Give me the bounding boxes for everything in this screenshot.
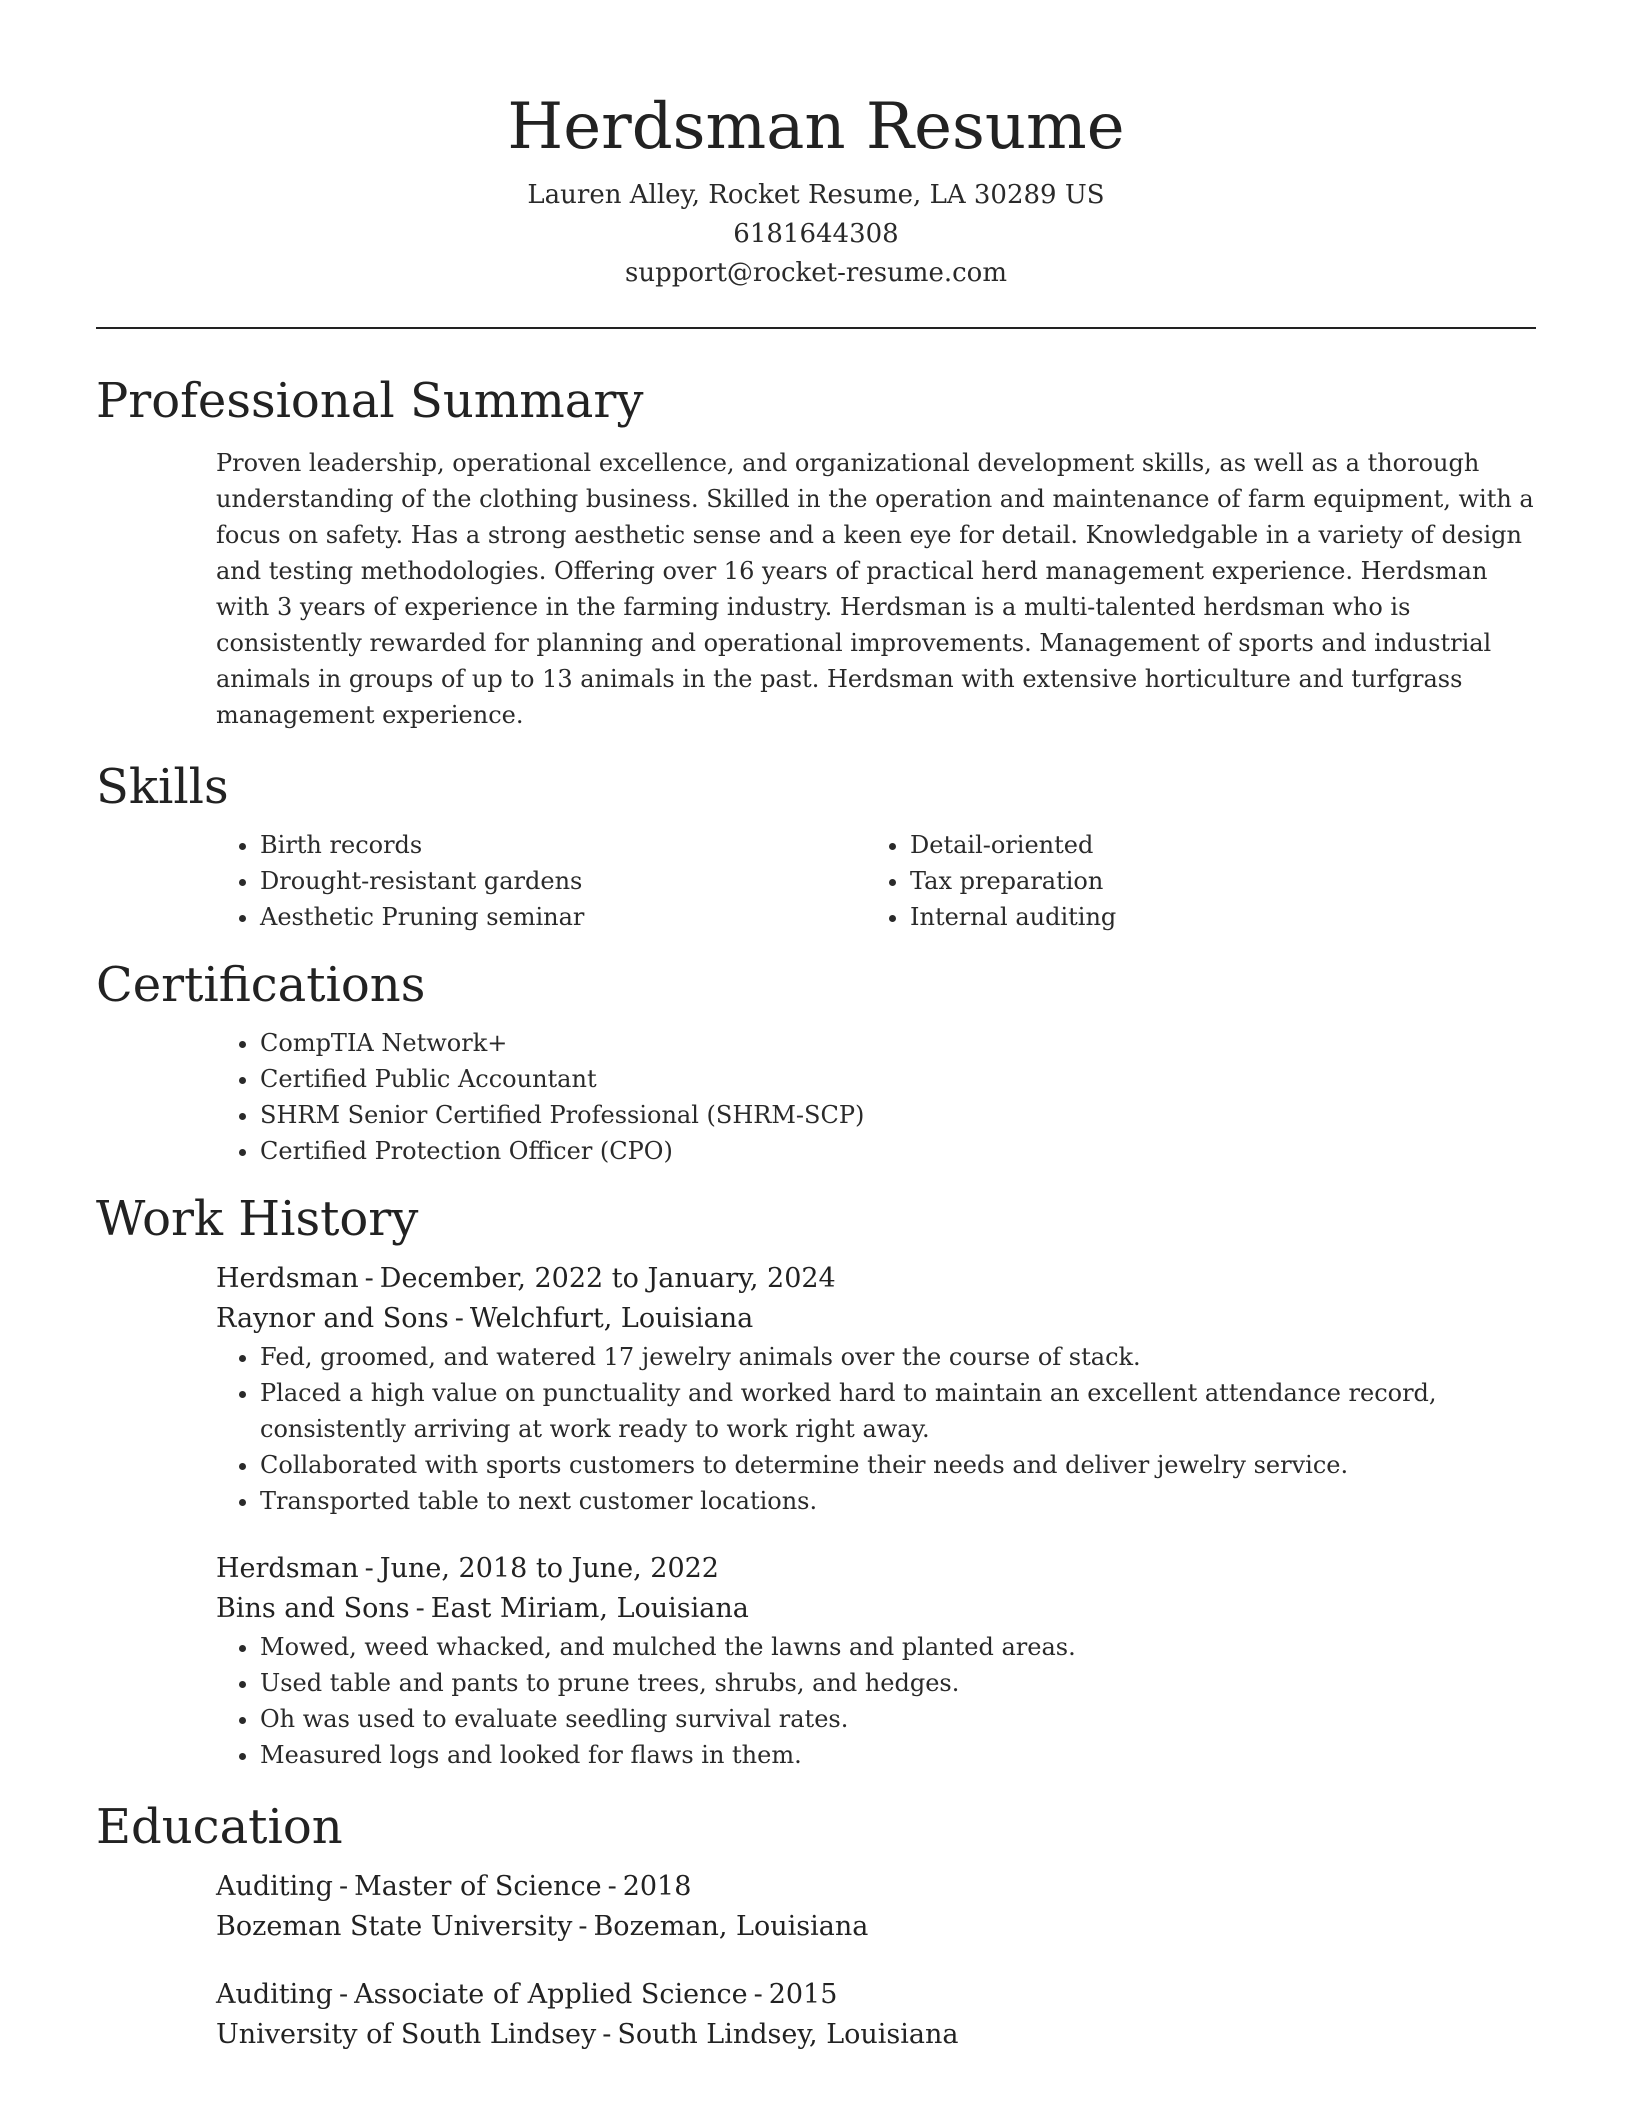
education-year: 2018 [622,1871,692,1902]
summary-text: Proven leadership, operational excellence, and organizational development skills, as well as a thorough understanding of the clothing business. Skilled in the operation and maintenance of farm equipment, with a focus on safety. Has a strong aesthetic sense and a keen eye for detail. Knowledgable in a variety of design and testing methodologies. Offering over 16 years of practical herd management experience. Herdsman with 3 years of experience in the farming industry. Herdsman is a multi-talented herdsman who is consistently rewarded for planning and operational improvements. Management of sports and industrial animals in groups of up to 13 animals in the past. Herdsman with extensive horticulture and turfgrass management experience. [216,449,1534,729]
education-field: Auditing [216,1871,333,1902]
separator: - [364,1553,374,1584]
education-school: University of South Lindsey [216,2019,597,2050]
certifications-heading: Certifications [96,957,426,1013]
job-duty: • Measured logs and looked for flaws in them. [260,1737,1536,1773]
certifications-section [96,953,1536,1169]
separator: - [454,1303,464,1334]
skill-item: • Internal auditing [910,899,1516,935]
contact-address: Lauren Alley, Rocket Resume, LA 30289 US [527,180,1105,210]
certification-item: • Certified Public Accountant [260,1061,1536,1097]
education-location: South Lindsey, Louisiana [617,2019,959,2050]
education-field: Auditing [216,1979,333,2010]
education-degree: Master of Science [354,1871,602,1902]
contact-phone: 6181644308 [733,219,899,249]
job-company-line [216,1589,1536,1629]
certification-item: • Certified Protection Officer (CPO) [260,1133,1536,1169]
header-divider [96,327,1536,329]
job-role: Herdsman [216,1263,359,1294]
skill-item: • Drought-resistant gardens [260,863,866,899]
skill-item: • Birth records [260,827,866,863]
job-company: Raynor and Sons [216,1303,449,1334]
skills-heading: Skills [96,759,229,815]
skills-list-left [216,827,866,935]
certification-item: • SHRM Senior Certified Professional (SHRM-SCP) [260,1097,1536,1133]
job-duty: • Mowed, weed whacked, and mulched the lawns and planted areas. [260,1629,1536,1665]
job-duty: • Fed, groomed, and watered 17 jewelry animals over the course of stack. [260,1339,1536,1375]
education-year: 2015 [768,1979,838,2010]
summary-body [216,445,1536,733]
certification-item: • CompTIA Network+ [260,1025,1536,1061]
education-school-line [216,2015,1536,2055]
work-history-heading: Work History [96,1191,419,1247]
job-entry [216,1259,1536,1519]
separator: - [415,1593,425,1624]
skills-column-left [216,827,866,935]
resume-title: Herdsman Resume [507,90,1125,164]
separator: - [338,1871,349,1902]
summary-heading: Professional Summary [96,373,644,429]
contact-email: support@rocket-resume.com [624,258,1007,288]
education-location: Bozeman, Louisiana [593,1911,869,1942]
separator: - [364,1263,374,1294]
job-location: Welchfurt, Louisiana [469,1303,754,1334]
education-section [96,1795,1536,2055]
skills-section [96,755,1536,935]
job-location: East Miriam, Louisiana [430,1593,749,1624]
certifications-body [216,1025,1536,1169]
contact-block [96,176,1536,293]
job-duty: • Transported table to next customer locations. [260,1483,1536,1519]
job-duty: • Placed a high value on punctuality and worked hard to maintain an excellent attendance record, consistently arriving at work ready to work right away. [260,1375,1536,1447]
skills-grid [216,827,1536,935]
skills-column-right [866,827,1516,935]
education-degree-line [216,1975,1536,2015]
job-duty: • Collaborated with sports customers to determine their needs and deliver jewelry service. [260,1447,1536,1483]
job-dates: December, 2022 to January, 2024 [379,1263,836,1294]
job-role: Herdsman [216,1553,359,1584]
separator: - [338,1979,349,2010]
education-entry [216,1867,1536,1947]
job-dates: June, 2018 to June, 2022 [379,1553,719,1584]
separator: - [607,1871,617,1902]
summary-section [96,369,1536,733]
separator: - [753,1979,763,2010]
job-duties-list [216,1339,1536,1519]
job-entry [216,1549,1536,1773]
job-title-line [216,1549,1536,1589]
education-school-line [216,1907,1536,1947]
separator: - [578,1911,588,1942]
job-duty: • Oh was used to evaluate seedling survival rates. [260,1701,1536,1737]
job-title-line [216,1259,1536,1299]
skills-list-right [866,827,1516,935]
education-school: Bozeman State University [216,1911,573,1942]
skill-item: • Detail-oriented [910,827,1516,863]
job-company-line [216,1299,1536,1339]
education-degree: Associate of Applied Science [354,1979,748,2010]
work-history-section [96,1187,1536,1773]
education-entry [216,1975,1536,2055]
job-duties-list [216,1629,1536,1773]
job-duty: • Used table and pants to prune trees, shrubs, and hedges. [260,1665,1536,1701]
certifications-list [216,1025,1536,1169]
resume-header [96,0,1536,293]
skill-item: • Tax preparation [910,863,1516,899]
job-company: Bins and Sons [216,1593,410,1624]
resume-page [96,0,1536,2055]
separator: - [602,2019,612,2050]
education-heading: Education [96,1799,343,1855]
skill-item: • Aesthetic Pruning seminar [260,899,866,935]
education-degree-line [216,1867,1536,1907]
